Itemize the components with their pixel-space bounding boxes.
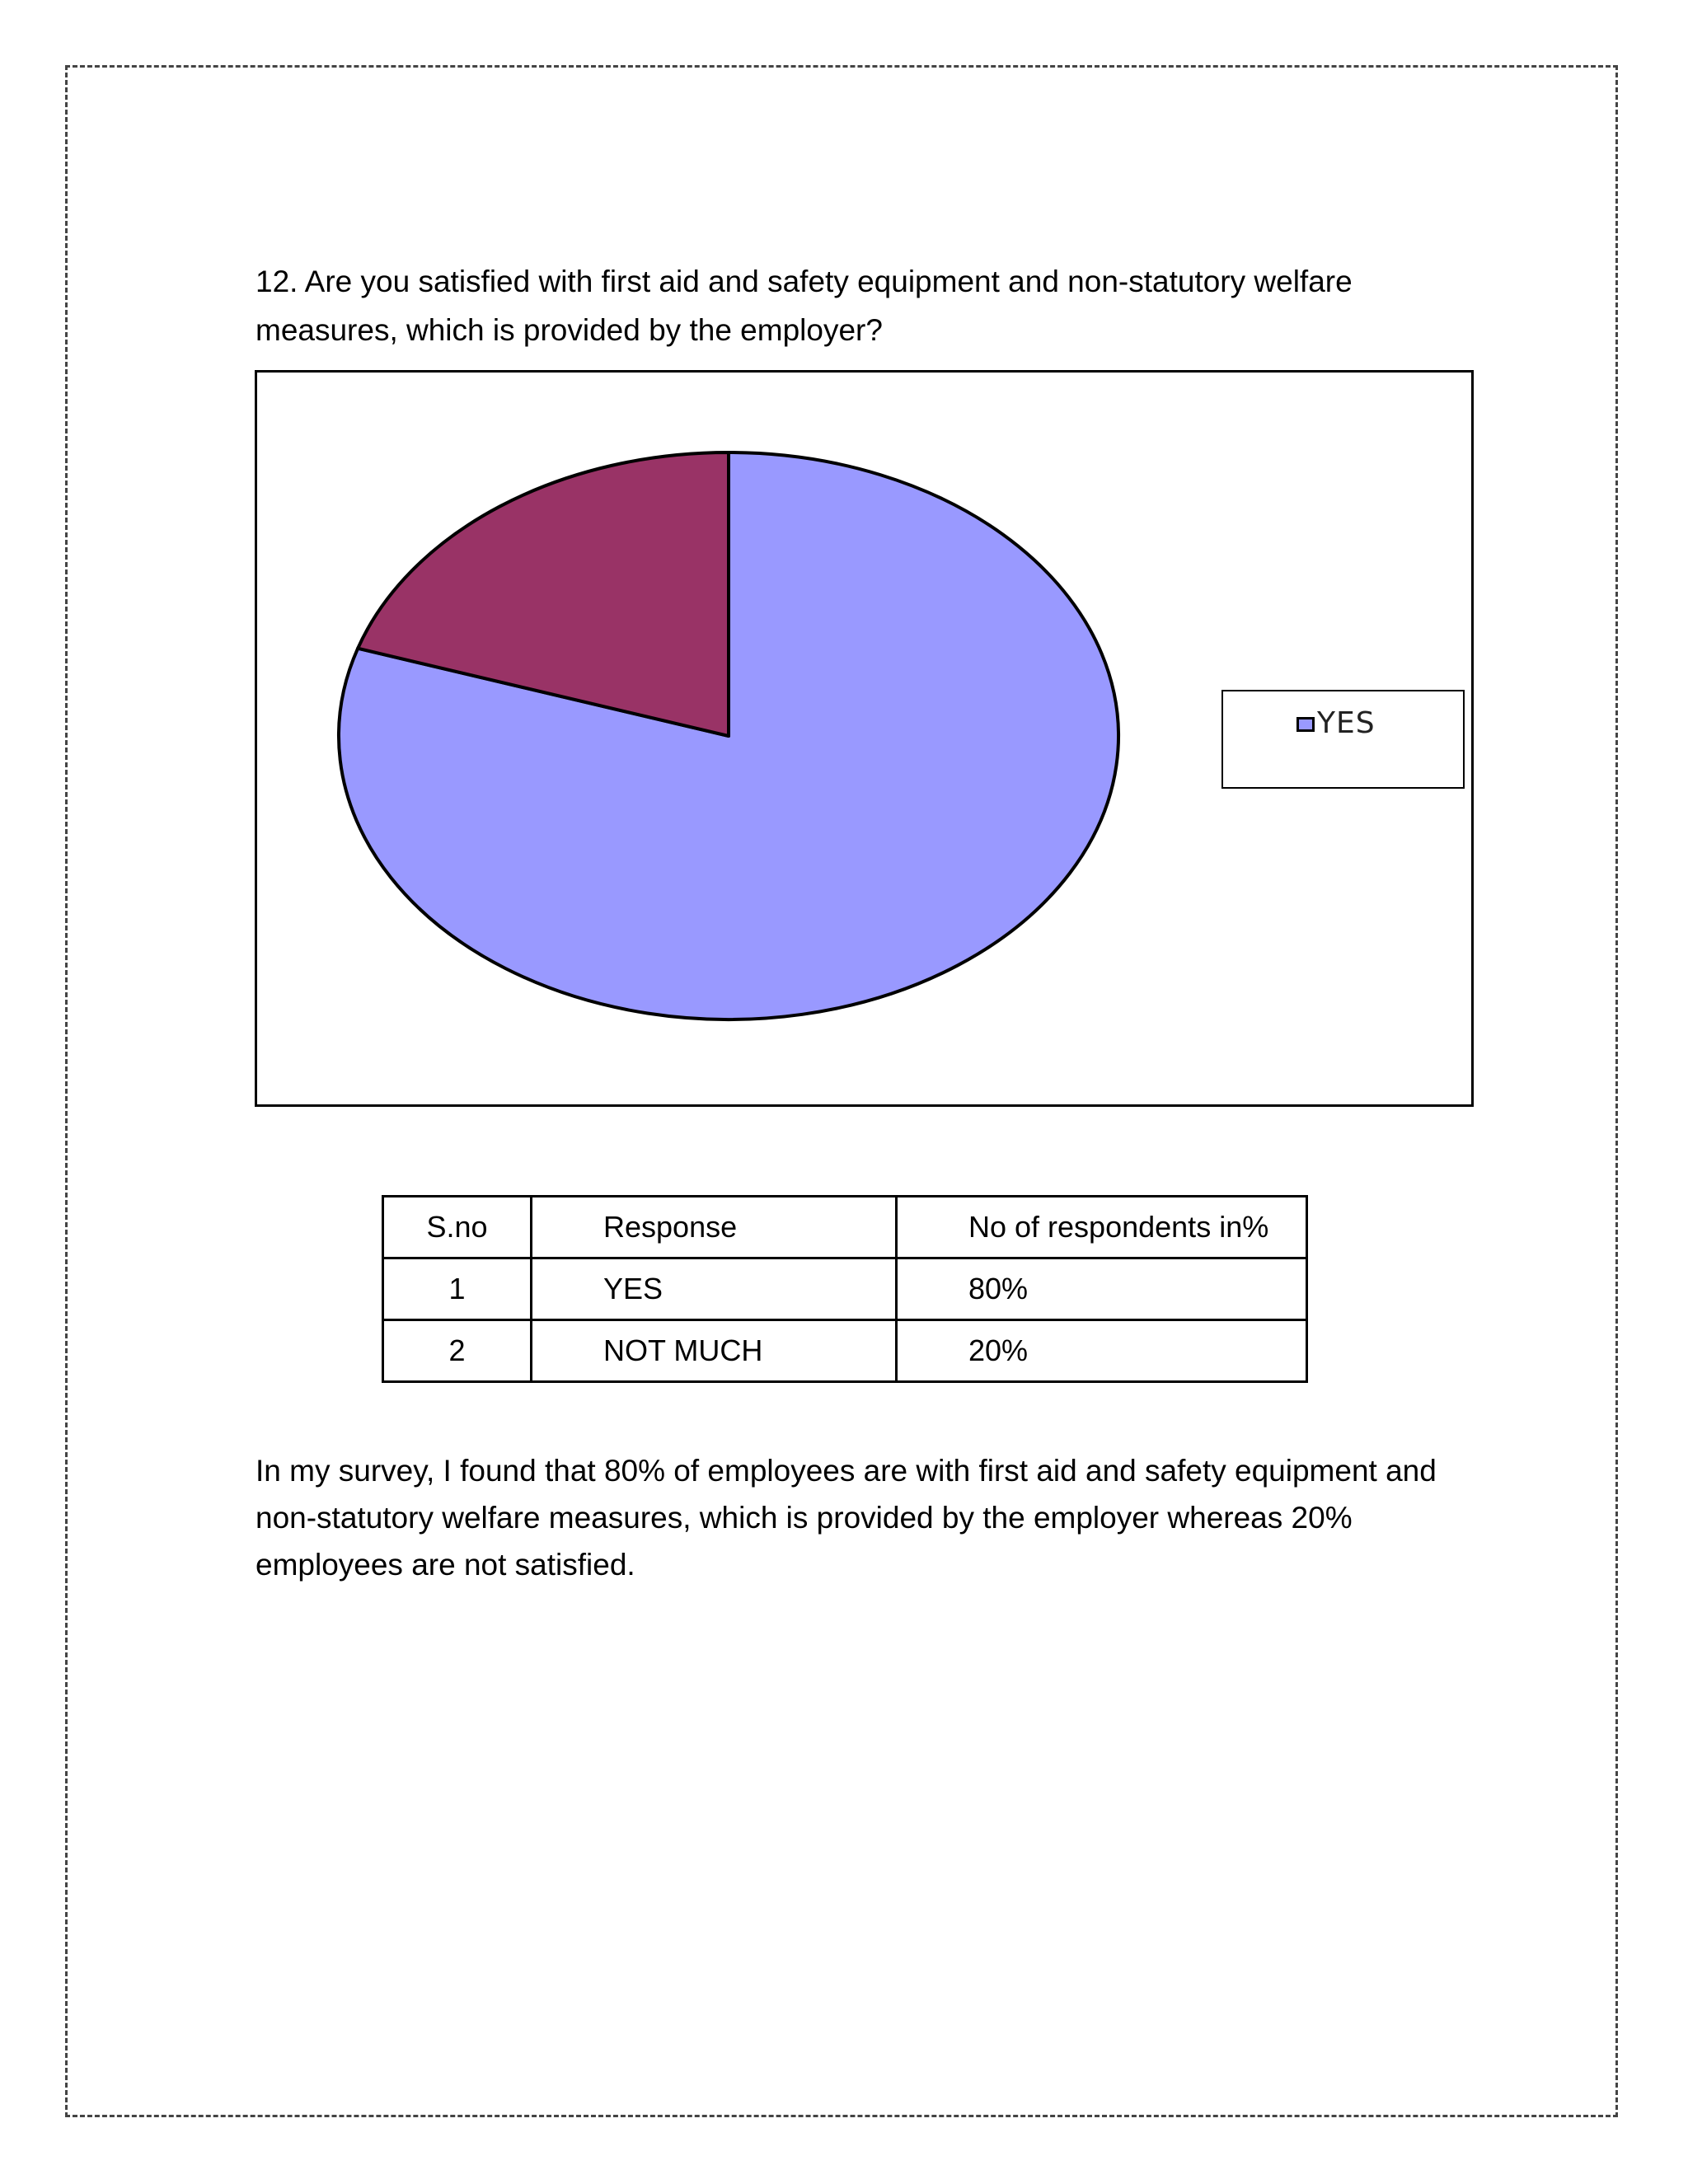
cell-percent: 80% bbox=[897, 1258, 1307, 1320]
chart-legend bbox=[1221, 690, 1465, 789]
table-header-row bbox=[383, 1197, 1307, 1258]
question-text: 12. Are you satisfied with first aid and safety equipment and non-statutory welfare measures, which is provided by the employer? bbox=[256, 265, 1353, 347]
cell-sno: 1 bbox=[383, 1258, 532, 1320]
pie-chart-frame bbox=[255, 370, 1474, 1107]
table-row bbox=[383, 1320, 1307, 1382]
header-sno: S.no bbox=[383, 1197, 532, 1258]
cell-response: NOT MUCH bbox=[532, 1320, 897, 1382]
responses-table bbox=[382, 1195, 1308, 1383]
cell-response: YES bbox=[532, 1258, 897, 1320]
conclusion-text: In my survey, I found that 80% of employees are with first aid and safety equipment and non-statutory welfare measures, which is provided by the employer whereas 20% employees are not satisfied. bbox=[256, 1454, 1437, 1582]
legend-swatch-yes bbox=[1296, 717, 1315, 732]
cell-sno: 2 bbox=[383, 1320, 532, 1382]
cell-percent: 20% bbox=[897, 1320, 1307, 1382]
legend-label-yes: YES bbox=[1317, 706, 1376, 740]
table-row bbox=[383, 1258, 1307, 1320]
header-response: Response bbox=[532, 1197, 897, 1258]
header-respondents: No of respondents in% bbox=[897, 1197, 1307, 1258]
